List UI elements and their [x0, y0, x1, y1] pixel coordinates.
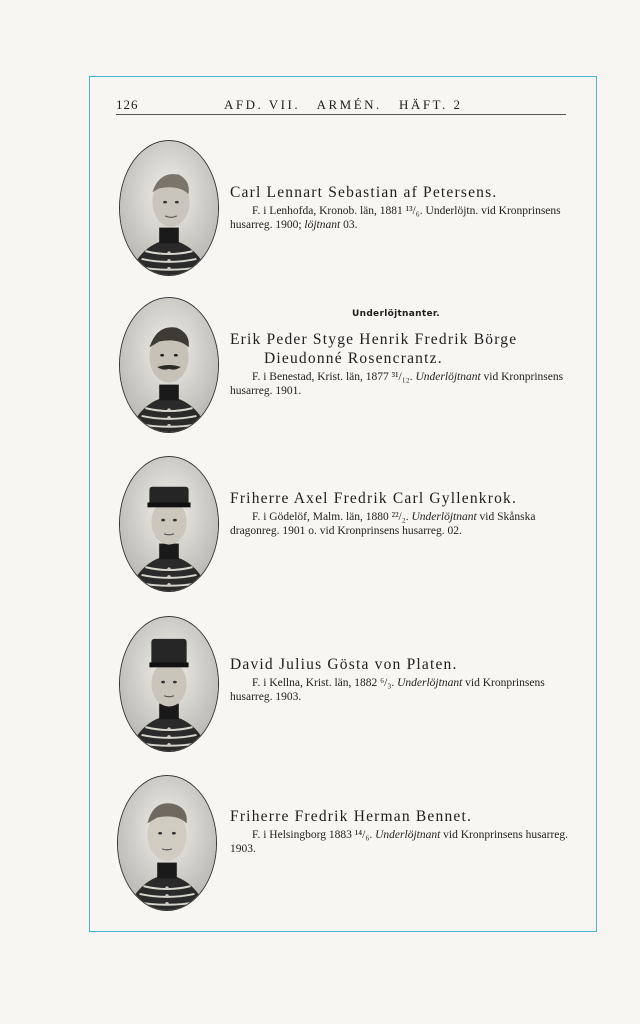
page-number: 126 — [116, 97, 139, 112]
entry-name: Friherre Axel Fredrik Carl Gyllenkrok. — [230, 490, 518, 507]
running-title: AFD. VII. ARMÉN. HÄFT. 2 — [224, 97, 463, 112]
entry-name: Friherre Fredrik Herman Bennet. — [230, 808, 473, 825]
portrait-gyllenkrok — [119, 456, 219, 592]
entry-rosencrantz — [230, 330, 575, 398]
entry-name: Carl Lennart Sebastian af Petersens. — [230, 184, 498, 201]
section-subheading: Underlöjtnanter. — [352, 309, 441, 319]
entry-name-cont: Dieudonné Rosencrantz. — [264, 350, 443, 367]
portrait-petersens — [119, 140, 219, 276]
portrait-platen — [119, 616, 219, 752]
officer-portrait-icon — [120, 141, 218, 275]
entry-bio: F. i Helsingborg 1883 ¹⁴/₆. Underlöjtnant vid Kronprinsens husarreg. 1903. — [230, 829, 569, 855]
portrait-bennet — [117, 775, 217, 911]
running-header — [116, 97, 566, 115]
officer-portrait-icon — [118, 776, 216, 910]
header-rule — [116, 114, 566, 115]
entry-name: Erik Peder Styge Henrik Fredrik Börge — [230, 331, 518, 348]
entry-name: David Julius Gösta von Platen. — [230, 656, 458, 673]
portrait-rosencrantz — [119, 297, 219, 433]
entry-petersens — [230, 183, 575, 232]
entry-bennet — [230, 807, 575, 856]
officer-portrait-icon — [120, 457, 218, 591]
officer-portrait-icon — [120, 298, 218, 432]
entry-bio: F. i Benestad, Krist. län, 1877 ³¹/₁₂. Underlöjtnant vid Kronprinsens husarreg. 1901. — [230, 371, 564, 397]
entry-platen — [230, 655, 575, 704]
entry-bio: F. i Gödelöf, Malm. län, 1880 ²²/₂. Underlöjtnant vid Skånska dragonreg. 1901 o. vid Kronprinsens husarreg. 02. — [230, 511, 536, 537]
entry-gyllenkrok — [230, 489, 575, 538]
entry-bio: F. i Lenhofda, Kronob. län, 1881 ¹³/₆. Underlöjtn. vid Kronprinsens husarreg. 1900; löjtnant 03. — [230, 205, 561, 231]
officer-portrait-icon — [120, 617, 218, 751]
entry-bio: F. i Kellna, Krist. län, 1882 ⁶/₃. Underlöjtnant vid Kronprinsens husarreg. 1903. — [230, 677, 545, 703]
